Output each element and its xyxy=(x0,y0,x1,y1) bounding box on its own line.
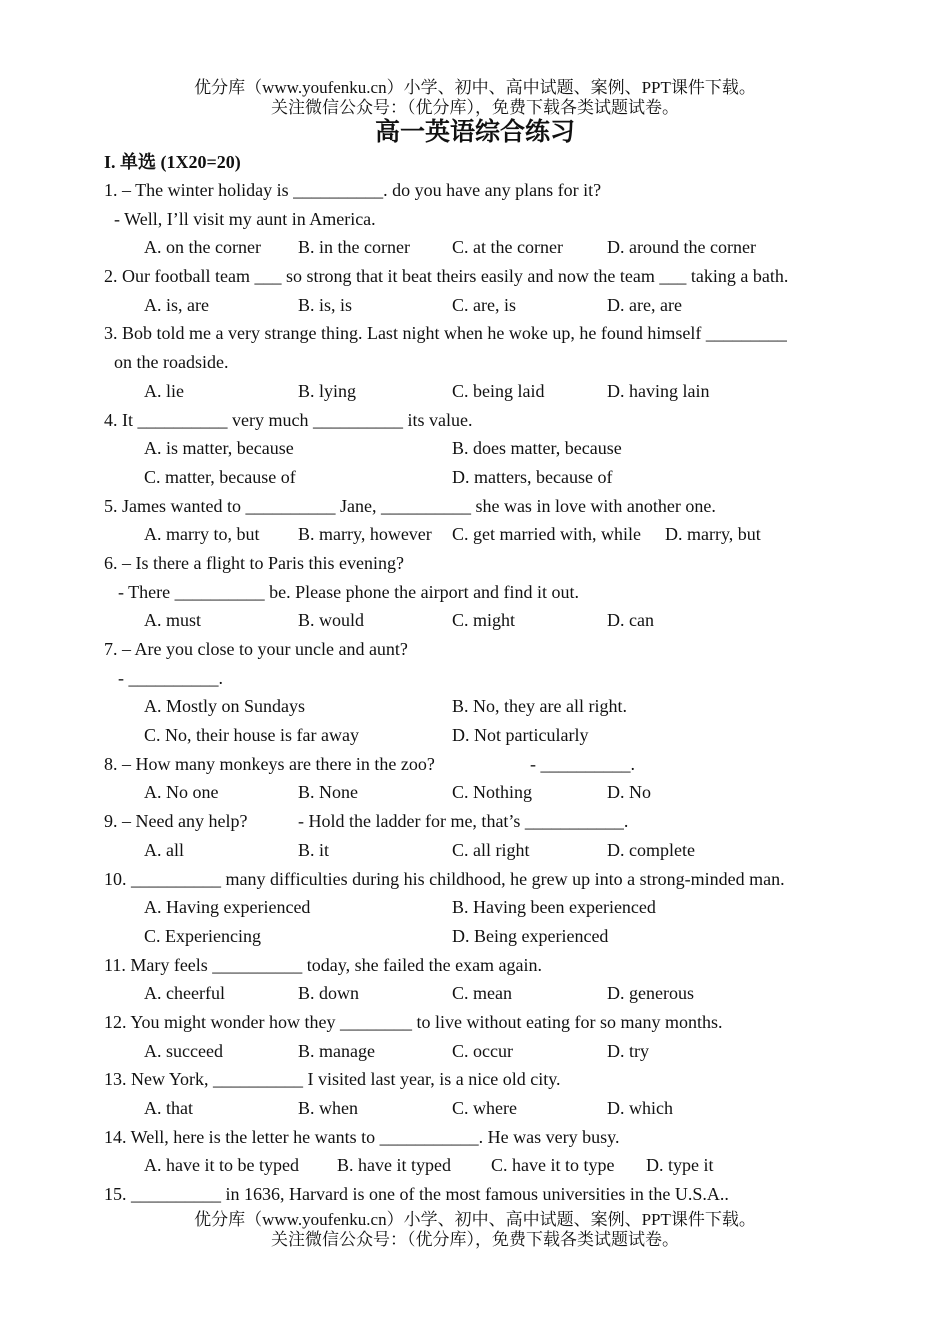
option-c: C. matter, because of xyxy=(144,466,296,487)
option-c: C. No, their house is far away xyxy=(144,725,359,746)
options-row xyxy=(104,606,864,635)
option-d: D. can xyxy=(607,610,654,631)
options-row xyxy=(104,1151,864,1180)
question-stem: 5. James wanted to __________ Jane, __________ she was in love with another one. xyxy=(104,495,716,516)
question-stem: 1. – The winter holiday is __________. do you have any plans for it? xyxy=(104,180,602,200)
header-line-1: 优分库（www.youfenku.cn）小学、初中、高中试题、案例、PPT课件下载。 xyxy=(194,78,756,97)
option-b: B. manage xyxy=(298,1040,375,1061)
question-stem-row xyxy=(104,807,864,836)
question-stem-cont: - __________. xyxy=(118,667,223,688)
option-b: B. have it typed xyxy=(337,1155,451,1176)
option-d: D. generous xyxy=(607,983,694,1004)
option-c: C. mean xyxy=(452,983,512,1004)
option-b: B. it xyxy=(298,839,330,860)
question-stem: 3. Bob told me a very strange thing. Last night when he woke up, he found himself _________ xyxy=(104,323,787,344)
option-c: C. are, is xyxy=(452,294,516,315)
option-a: A. is matter, because xyxy=(144,438,294,459)
options-row xyxy=(104,434,864,463)
page-title: 高一英语综合练习 xyxy=(374,119,575,146)
footer-line-2: 关注微信公众号：（优分库），免费下载各类试题试卷。 xyxy=(271,1230,679,1249)
options-row xyxy=(104,778,864,807)
question-stem: 6. – Is there a flight to Paris this evening? xyxy=(104,552,404,573)
options-row xyxy=(104,377,864,406)
question-stem: 4. It __________ very much __________ its value. xyxy=(104,409,473,430)
option-a: A. Having experienced xyxy=(144,897,311,918)
section-heading: I. 单选 (1X20=20) xyxy=(104,152,241,172)
question-list xyxy=(104,176,864,1209)
option-d: D. try xyxy=(607,1040,649,1061)
option-d: D. Being experienced xyxy=(452,925,609,946)
options-row xyxy=(104,463,864,492)
option-b: B. marry, however xyxy=(298,524,432,545)
option-d: D. matters, because of xyxy=(452,466,613,487)
option-b: B. does matter, because xyxy=(452,438,622,459)
option-b: B. Having been experienced xyxy=(452,897,656,918)
option-d: D. are, are xyxy=(607,294,682,315)
options-row xyxy=(104,692,864,721)
option-b: B. in the corner xyxy=(298,237,410,258)
option-b: B. None xyxy=(298,782,358,803)
option-a: A. Mostly on Sundays xyxy=(144,696,306,717)
question-answer-line: - Hold the ladder for me, that’s ___________. xyxy=(298,811,629,832)
question-stem: 2. Our football team ___ so strong that it beat theirs easily and now the team ___ taking a bath. xyxy=(104,266,789,287)
option-c: C. being laid xyxy=(452,380,545,401)
options-row xyxy=(104,520,864,549)
option-b: B. is, is xyxy=(298,294,353,315)
options-row xyxy=(104,836,864,865)
question-stem: 11. Mary feels __________ today, she failed the exam again. xyxy=(104,954,543,975)
option-a: A. No one xyxy=(144,782,219,803)
option-b: B. down xyxy=(298,983,360,1004)
option-a: A. all xyxy=(144,839,184,860)
option-d: D. type it xyxy=(646,1155,714,1176)
options-row xyxy=(104,1094,864,1123)
footer-line-1: 优分库（www.youfenku.cn）小学、初中、高中试题、案例、PPT课件下载。 xyxy=(194,1210,756,1229)
option-c: C. might xyxy=(452,610,516,631)
question-stem: 15. __________ in 1636, Harvard is one of the most famous universities in the U.S.A.. xyxy=(104,1184,729,1205)
question-stem-cont: - There __________ be. Please phone the airport and find it out. xyxy=(118,581,580,602)
option-d: D. having lain xyxy=(607,380,710,401)
option-b: B. lying xyxy=(298,380,357,401)
option-c: C. all right xyxy=(452,839,530,860)
question-stem: 13. New York, __________ I visited last year, is a nice old city. xyxy=(104,1069,561,1090)
option-c: C. Experiencing xyxy=(144,925,261,946)
option-c: C. at the corner xyxy=(452,237,563,258)
option-d: D. No xyxy=(607,782,651,803)
option-a: A. on the corner xyxy=(144,237,261,258)
option-a: A. lie xyxy=(144,380,184,401)
option-b: B. would xyxy=(298,610,365,631)
options-row xyxy=(104,979,864,1008)
option-a: A. have it to be typed xyxy=(144,1155,299,1176)
options-row xyxy=(104,721,864,750)
question-stem: 14. Well, here is the letter he wants to ___________. He was very busy. xyxy=(104,1126,620,1147)
question-stem-row xyxy=(104,750,864,779)
option-d: D. marry, but xyxy=(665,524,761,545)
options-row xyxy=(104,1037,864,1066)
option-d: D. which xyxy=(607,1098,673,1118)
option-a: A. succeed xyxy=(144,1040,223,1061)
options-row xyxy=(104,233,864,262)
option-c: C. occur xyxy=(452,1040,513,1061)
question-stem: 7. – Are you close to your uncle and aunt? xyxy=(104,639,408,659)
option-c: C. where xyxy=(452,1098,517,1118)
question-answer-line: - __________. xyxy=(530,753,635,774)
option-a: A. is, are xyxy=(144,294,209,315)
option-d: D. Not particularly xyxy=(452,725,589,746)
option-c: C. get married with, while xyxy=(452,524,641,545)
options-row xyxy=(104,893,864,922)
option-c: C. have it to type xyxy=(491,1155,615,1176)
header-line-2: 关注微信公众号：（优分库），免费下载各类试题试卷。 xyxy=(271,98,679,117)
question-stem: 8. – How many monkeys are there in the zoo? xyxy=(104,753,435,774)
options-row xyxy=(104,922,864,951)
question-stem: 9. – Need any help? xyxy=(104,811,248,832)
option-d: D. complete xyxy=(607,839,695,860)
option-c: C. Nothing xyxy=(452,782,533,803)
question-stem-cont: - Well, I’ll visit my aunt in America. xyxy=(114,208,376,229)
option-a: A. cheerful xyxy=(144,983,225,1004)
option-b: B. No, they are all right. xyxy=(452,696,627,717)
option-a: A. marry to, but xyxy=(144,524,260,545)
option-a: A. that xyxy=(144,1098,193,1118)
option-b: B. when xyxy=(298,1098,358,1118)
question-stem: 10. __________ many difficulties during his childhood, he grew up into a strong-minded man. xyxy=(104,868,785,889)
question-stem: 12. You might wonder how they ________ to live without eating for so many months. xyxy=(104,1011,723,1032)
option-a: A. must xyxy=(144,610,202,631)
question-stem-cont: on the roadside. xyxy=(114,352,229,373)
options-row xyxy=(104,291,864,320)
option-d: D. around the corner xyxy=(607,237,756,258)
